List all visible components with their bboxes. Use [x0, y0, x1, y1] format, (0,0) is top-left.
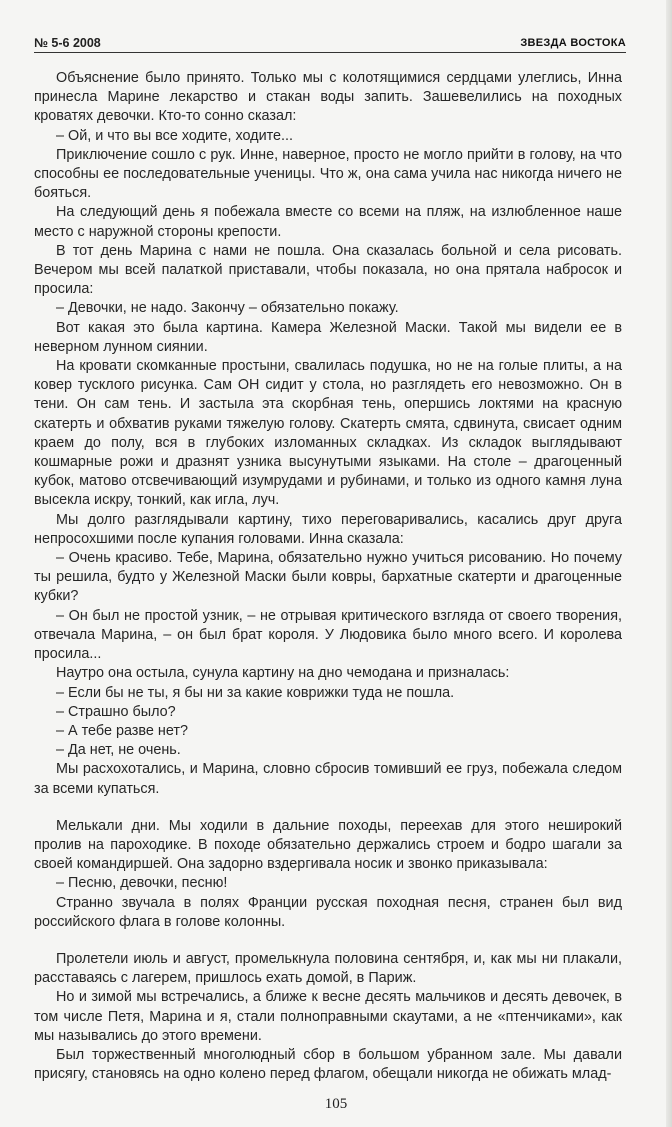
paragraph: – Если бы не ты, я бы ни за какие коврижки туда не пошла. — [56, 684, 455, 701]
paragraph: Мы долго разглядывали картину, тихо переговаривались, касались друг друга непросохшими после купания головами. Инна сказала: — [34, 511, 622, 547]
paragraph: – Страшно было? — [56, 703, 176, 720]
running-header — [34, 34, 626, 56]
paragraph: Был торжественный многолюдный сбор в большом убранном зале. Мы давали присягу, становясь на одно колено перед флагом, обещали никогда не обижать млад- — [34, 1046, 622, 1083]
paragraph: Наутро она остыла, сунула картину на дно чемодана и призналась: — [56, 665, 510, 682]
page-edge — [666, 0, 672, 1127]
paragraph: – Он был не простой узник, – не отрывая критического взгляда от своего творения, отвечала Марина, – он был брат короля. У Людовика было много всего. И королева просила... — [34, 607, 622, 663]
paragraph: Мелькали дни. Мы ходили в дальние походы, переехав для этого неширокий пролив на пароходике. В походе обязательно держались строем и бодро шагали за своей командиршей. Она задорно вздергивала носик и звонко приказывала: — [34, 817, 622, 873]
paragraph: В тот день Марина с нами не пошла. Она сказалась больной и села рисовать. Вечером мы всей палаткой приставали, чтобы показала, но она прятала набросок и просила: — [34, 242, 622, 298]
paragraph: – Девочки, не надо. Закончу – обязательно покажу. — [56, 300, 399, 317]
paragraph: – Очень красиво. Тебе, Марина, обязательно нужно учиться рисованию. Но почему ты решила, будто у Железной Маски были ковры, бархатные скатерти и драгоценные кубки? — [34, 550, 622, 605]
paragraph: Но и зимой мы встречались, а ближе к весне десять мальчиков и десять девочек, в том числе Петя, Марина и я, стали полноправными скаутами, а не «птенчиками», как мы назывались до этого времени. — [34, 989, 622, 1044]
page-number: 105 — [324, 1096, 348, 1112]
paragraph: Странно звучала в полях Франции русская походная песня, странен был вид российского флага в голове колонны. — [34, 894, 622, 930]
magazine-title: ЗВЕЗДА ВОСТОКА — [520, 37, 626, 49]
paragraph: На следующий день я побежала вместе со всеми на пляж, на излюбленное наше место с наружной стороны крепости. — [34, 204, 622, 240]
paragraph: Мы расхохотались, и Марина, словно сбросив томивший ее груз, побежала следом за всеми купаться. — [34, 761, 622, 797]
paragraph: – Да нет, не очень. — [56, 742, 181, 759]
paragraph: Вот какая это была картина. Камера Железной Маски. Такой мы видели ее в неверном лунном сиянии. — [34, 319, 622, 355]
paragraph: – Песню, девочки, песню! — [56, 875, 228, 892]
paragraph: – А тебе разве нет? — [56, 722, 188, 739]
paragraph: Объяснение было принято. Только мы с колотящимися сердцами улеглись, Инна принесла Марине лекарство и стакан воды запить. Зашевелились на походных кроватях девочки. Кто-то сонно сказал: — [34, 70, 622, 125]
paragraph: Пролетели июль и август, промелькнула половина сентября, и, как мы ни плакали, расставаясь с лагерем, пришлось ехать домой, в Париж. — [34, 950, 622, 987]
paragraph: Приключение сошло с рук. Инне, наверное, просто не могло прийти в голову, на что способны ее последовательные ученицы. Что ж, она сама учила нас никогда ничего не бояться. — [34, 146, 622, 202]
issue-number: № 5-6 2008 — [34, 36, 101, 50]
header-rule — [34, 52, 626, 53]
paragraph: – Ой, и что вы все ходите, ходите... — [56, 127, 294, 144]
article-body — [34, 69, 622, 1084]
paragraph: На кровати скомканные простыни, свалилась подушка, но не на голые плиты, а на ковер тусклого рисунка. Сам ОН сидит у стола, но разглядеть его невозможно. Он в тени. Он сам тень. И застыла эта скорбная тень, опершись локтями на красную скатерть и обхватив руками тяжелую голову. Скатерть смята, сдвинута, свисает одним краем до полу, вся в глубоких изломанных складках. Из складок выглядывают кошмарные рожи и дразнят узника высунутыми языками. На столе – драгоценный кубок, матово отсвечивающий изумрудами и рубинами, и только из одного камня луна высекла искру, тонкий, как игла, луч. — [34, 358, 622, 509]
